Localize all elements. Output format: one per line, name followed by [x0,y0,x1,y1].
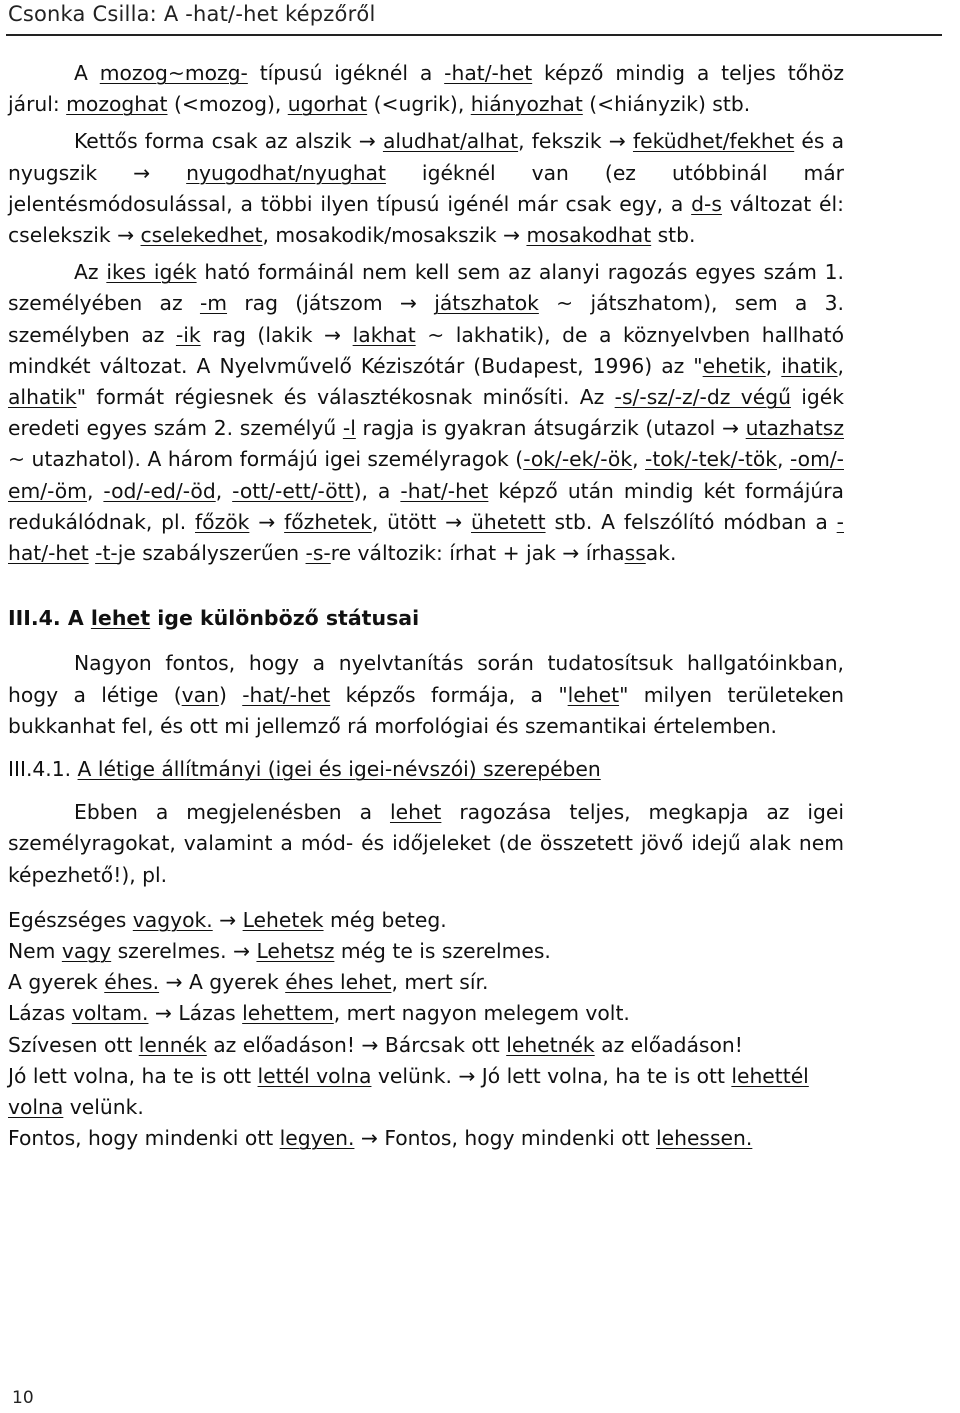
underlined-term: -s- [305,541,331,566]
text-run: (<ugrik), [367,92,471,117]
underlined-term: cselekedhet [140,223,263,248]
text-run: , [632,447,646,472]
underlined-term: éhes lehet [285,970,392,995]
subsection-number: III.4.1. [8,757,72,782]
underlined-term: feküdhet/fekhet [632,129,795,154]
underlined-term: -hat/-het [8,509,844,566]
text-run: A [74,61,100,85]
text-run: Lázas [8,1001,72,1026]
underlined-term: -ik [175,322,201,347]
underlined-term: ühetett [471,509,546,534]
underlined-term: utazhatsz [745,416,844,441]
underlined-term: van [181,682,219,707]
text-run: képző után mindig két formájúra redukálódnak, pl. [8,478,844,534]
example-line [8,967,844,998]
text-run: még te is szerelmes. [334,939,551,964]
text-run: → [212,907,243,932]
underlined-term: nyugodhat/nyughat [186,160,386,185]
underlined-term: legyen. [279,1126,355,1151]
text-run: rag (lakik → [200,322,353,347]
text-run: Az [74,260,107,285]
underlined-term: d-s [691,191,722,216]
text-run: rag (játszom → [227,291,435,316]
text-run: , fekszik → [518,129,633,154]
example-line [8,936,844,967]
underlined-term: lehettél volna [8,1063,809,1120]
text-run: igék eredeti egyes szám 2. személyű [8,385,844,441]
underlined-term: vagyok. [132,907,213,932]
underlined-term: -od/-ed/-öd [103,478,216,503]
underlined-term: alhatik [8,385,77,410]
underlined-term: -t- [95,541,118,566]
example-line [8,905,844,936]
underlined-term: főzhetek [284,509,372,534]
underlined-term: lehet [389,800,442,825]
text-run: , [215,478,233,503]
text-run: , [837,353,844,378]
paragraph-2 [8,126,844,251]
subsection-heading [8,754,844,785]
underlined-term: -hat/-het [400,478,489,503]
underlined-term: játszhatok [434,291,539,316]
underlined-term: lehet [90,606,151,631]
underlined-term: -ott/-ett/-ött [232,478,354,503]
running-header: Csonka Csilla: A -hat/-het képzőről [8,2,376,26]
text-run: Nem [8,939,62,964]
text-run: Nagyon fontos, hogy a nyelvtanítás során tudatosítsuk hallgatóinkban, hogy a létige ( [8,651,844,707]
underlined-term: lehessen. [655,1126,753,1151]
text-run: típusú igéknél a [247,61,445,85]
text-run: ige különböző státusai [150,606,420,631]
underlined-term: mozoghat [66,92,168,117]
underlined-term: lehettem [242,1001,334,1026]
text-run: , [777,447,790,472]
example-line [8,1061,844,1123]
underlined-term: hiányozhat [470,92,583,117]
text-run: még beteg. [323,907,447,932]
section-title [68,606,419,630]
text-run: je szabályszerűen [117,541,306,566]
underlined-term: ikes igék [106,260,197,285]
underlined-term: ihatik [781,353,838,378]
text-run: ), a [353,478,401,503]
underlined-term: lakhat [352,322,416,347]
text-run: ható formáinál nem kell sem az alanyi ragozás egyes szám 1. személyében az [8,260,844,316]
underlined-term: lehetnék [506,1032,595,1057]
text-run: Egészséges [8,907,133,932]
text-run: , ütött → [371,509,472,534]
example-line [8,998,844,1029]
underlined-term: ugorhat [287,92,368,117]
underlined-term: mosakodhat [526,223,652,248]
text-run: ak. [645,541,677,566]
text-run: igéknél van (ez utóbbinál már jelentésmódosulással, a többi ilyen típusú igénél már csak egy, a [8,160,844,216]
text-run: ragozása teljes, megkapja az igei személyragokat, valamint a mód- és időjeleket (de összetett jövő idejű alak nem képezhető!), pl. [8,800,844,887]
example-list [8,905,844,1155]
underlined-term: -tok/-tek/-tök [645,447,778,472]
text-run: Kettős forma csak az alszik → [74,129,383,154]
underlined-term: főzök [195,509,250,534]
text-run: ~ lakhatik), de a köznyelvben hallható mindkét változat. A Nyelvművelő Kéziszótár (Budapest, 1996) az " [8,322,845,378]
text-run: ) [218,682,243,707]
underlined-term: Lehetek [242,907,324,932]
underlined-term: -l [342,416,356,441]
underlined-term: ehetik [702,353,766,378]
underlined-term: -m [199,291,228,316]
text-run: Szívesen ott [8,1032,139,1057]
underlined-term: Lehetsz [256,939,335,964]
text-run: " milyen területeken bukkanhat fel, és ott mi jellemző rá morfológiai és szemantikai értelemben. [8,682,845,738]
document-body [8,58,844,1155]
underlined-term: ss [624,541,646,566]
underlined-term: lettél volna [257,1063,372,1088]
underlined-term: -ok/-ek/-ök [523,447,633,472]
underlined-term: -hat/-het [242,682,331,707]
text-run: → [249,509,285,534]
text-run: ragja is gyakran átsugárzik (utazol → [355,416,746,441]
text-run: " formát régiesnek és választékosnak minősíti. Az [76,385,615,410]
text-run: stb. [651,223,696,248]
text-run: képzős formája, a " [330,682,568,707]
text-run: változat él: cselekszik → [8,191,844,248]
paragraph-3 [8,257,844,569]
example-line [8,1123,844,1154]
text-run: az előadáson! [594,1032,743,1057]
text-run: Jó lett volna, ha te is ott [8,1063,258,1088]
text-run: az előadáson! → Bárcsak ott [206,1032,507,1057]
text-run: (<mozog), [167,92,288,117]
text-run: , mosakodik/mosakszik → [262,223,527,248]
section-number: III.4. [8,606,61,631]
text-run: Ebben a megjelenésben a [74,800,390,825]
underlined-term: lennék [138,1032,207,1057]
underlined-term: aludhat/alhat [382,129,519,154]
underlined-term: -hat/-het [444,61,533,85]
text-run: A gyerek [8,970,105,995]
text-run: , mert nagyon melegem volt. [333,1001,630,1026]
text-run: képző mindig a teljes tőhöz járul: [8,61,844,117]
text-run: → A gyerek [159,970,286,995]
underlined-term: voltam. [71,1001,149,1026]
header-rule [6,34,942,36]
text-run: , [765,353,782,378]
text-run: (<hiányzik) stb. [582,92,751,117]
page-number: 10 [12,1388,34,1408]
text-run: ~ utazhatol). A három formájú igei személyragok ( [8,447,524,472]
underlined-term: lehet [567,682,620,707]
text-run: → Lázas [148,1001,243,1026]
text-run: → Fontos, hogy mindenki ott [354,1126,656,1151]
text-run: velünk. [63,1095,144,1120]
text-run: , [86,478,104,503]
subsection-paragraph [8,797,844,891]
underlined-term: vagy [61,939,112,964]
section-heading [8,603,844,634]
text-run: szerelmes. → [111,939,257,964]
underlined-term: mozog~mozg- [99,61,248,85]
example-line [8,1030,844,1061]
text-run: stb. A felszólító módban a [545,509,837,534]
underlined-term: -s/-sz/-z/-dz végű [614,385,791,410]
text-run: velünk. → Jó lett volna, ha te is ott [371,1063,732,1088]
text-run: Fontos, hogy mindenki ott [8,1126,280,1151]
paragraph-1 [8,58,844,120]
text-run: A [67,606,91,631]
text-run: re változik: írhat + jak → írha [330,541,625,566]
text-run: ~ játszhatom), sem a 3. személyben az [8,291,844,347]
text-run: , mert sír. [391,970,489,995]
underlined-term: éhes. [104,970,160,995]
subsection-title: A létige állítmányi (igei és igei-névszói) szerepében [77,757,601,782]
section-paragraph [8,648,844,742]
underlined-term: -om/-em/-öm [8,447,844,503]
text-run: és a nyugszik → [8,129,844,185]
